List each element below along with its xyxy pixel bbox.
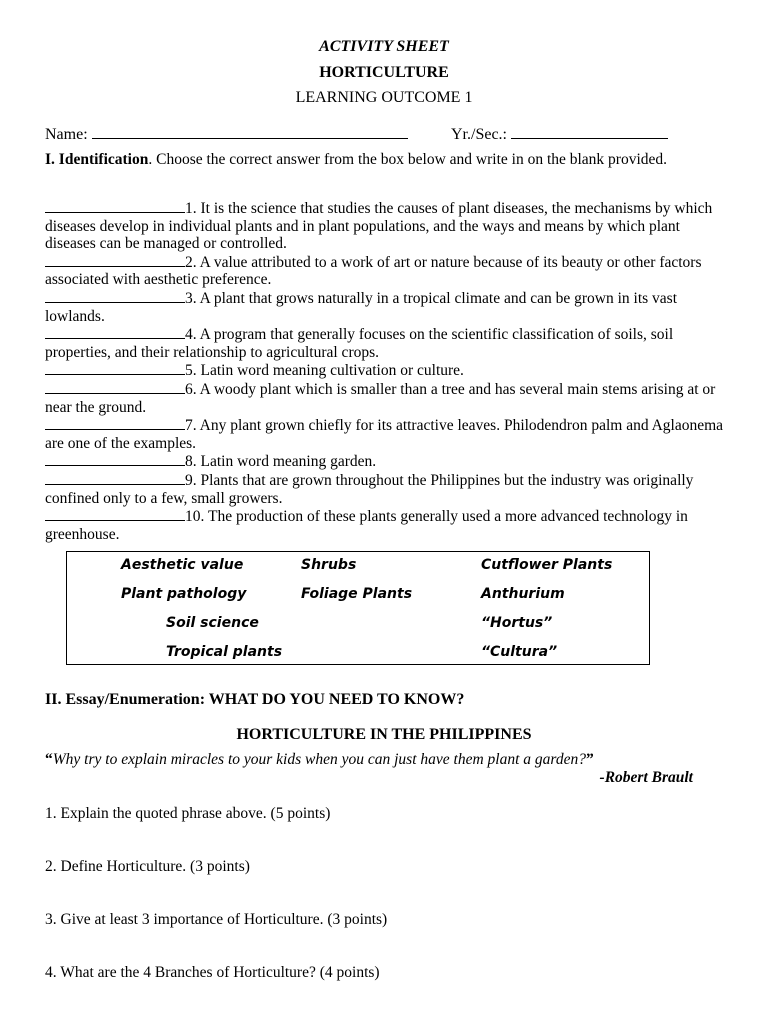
list-item: 9. Plants that are grown throughout the Philippines but the industry was originally confined only to a few, small growers. (45, 471, 694, 507)
quote-text: Why try to explain miracles to your kids when you can just have them plant a garden? (52, 751, 586, 768)
list-item: 3. A plant that grows naturally in a tropical climate and can be grown in its vast lowlands. (45, 289, 678, 325)
answer-blank[interactable] (45, 325, 185, 339)
choice-aesthetic-value: Aesthetic value (121, 557, 244, 573)
identification-items (45, 199, 725, 543)
part1-label: I (45, 151, 52, 168)
list-item: 4. A program that generally focuses on the scientific classification of soils, soil properties, and their relationship to agricultural crops. (45, 326, 674, 361)
answer-blank[interactable] (45, 199, 185, 213)
answer-blank[interactable] (45, 289, 185, 303)
answer-blank[interactable] (45, 507, 185, 521)
list-item: 10. The production of these plants generally used a more advanced technology in greenhouse. (45, 508, 688, 543)
list-item: 6. A woody plant which is smaller than a tree and has several main stems arising at or near the ground. (45, 380, 716, 416)
choice-cultura: “Cultura” (481, 644, 558, 660)
essay-question: 2. Define Horticulture. (3 points) (45, 858, 250, 875)
list-item: 8. Latin word meaning garden. (45, 452, 725, 471)
quote-author: -Robert Brault (599, 769, 693, 786)
list-item: 5. Latin word meaning cultivation or culture. (45, 361, 725, 380)
answer-choices-box (66, 551, 650, 665)
part2-heading: II. Essay/Enumeration: WHAT DO YOU NEED TO KNOW? (45, 691, 465, 708)
choice-hortus: “Hortus” (481, 615, 553, 631)
yr-sec-label: Yr./Sec.: (451, 126, 507, 143)
part1-heading: Identification (58, 151, 149, 168)
choice-tropical-plants: Tropical plants (166, 644, 283, 660)
sheet-title: ACTIVITY SHEET (319, 38, 449, 55)
choice-plant-pathology: Plant pathology (121, 586, 247, 602)
student-info-row (45, 124, 745, 144)
answer-blank[interactable] (45, 380, 185, 394)
name-label: Name: (45, 126, 88, 143)
essay-question: 3. Give at least 3 importance of Horticulture. (3 points) (45, 911, 388, 928)
answer-blank[interactable] (45, 253, 185, 267)
choice-shrubs: Shrubs (301, 557, 357, 573)
choice-anthurium: Anthurium (481, 586, 565, 602)
quote-close-mark: ” (585, 751, 594, 768)
yr-sec-field (451, 124, 668, 144)
list-item: 2. A value attributed to a work of art or nature because of its beauty or other factors associated with aesthetic preference. (45, 253, 702, 289)
answer-blank[interactable] (45, 471, 185, 485)
choice-cutflower-plants: Cutflower Plants (481, 557, 613, 573)
quote-open-mark: “ (45, 751, 53, 768)
essay-question: 1. Explain the quoted phrase above. (5 points) (45, 805, 331, 822)
name-blank[interactable] (92, 124, 408, 139)
identification-instructions: I. Identification. Choose the correct answer from the box below and write in on the blank provided. (45, 151, 668, 168)
learning-outcome: LEARNING OUTCOME 1 (295, 89, 473, 106)
yr-sec-blank[interactable] (511, 124, 668, 139)
list-item: 1. It is the science that studies the causes of plant diseases, the mechanisms by which diseases develop in individual plants and in plant populations, and the ways and means by which plant diseases can be managed or controlled. (45, 200, 713, 253)
answer-blank[interactable] (45, 361, 185, 375)
answer-blank[interactable] (45, 416, 185, 430)
part1-instruction-text: . Choose the correct answer from the box below and write in on the blank provided. (148, 151, 668, 168)
list-item: 7. Any plant grown chiefly for its attractive leaves. Philodendron palm and Aglaonema are one of the examples. (45, 417, 724, 452)
part2-title: HORTICULTURE IN THE PHILIPPINES (236, 726, 532, 743)
answer-blank[interactable] (45, 452, 185, 466)
choice-foliage-plants: Foliage Plants (301, 586, 413, 602)
choice-soil-science: Soil science (166, 615, 259, 631)
quote (45, 751, 705, 769)
essay-question: 4. What are the 4 Branches of Horticulture? (4 points) (45, 964, 380, 981)
subject-title: HORTICULTURE (319, 64, 449, 81)
